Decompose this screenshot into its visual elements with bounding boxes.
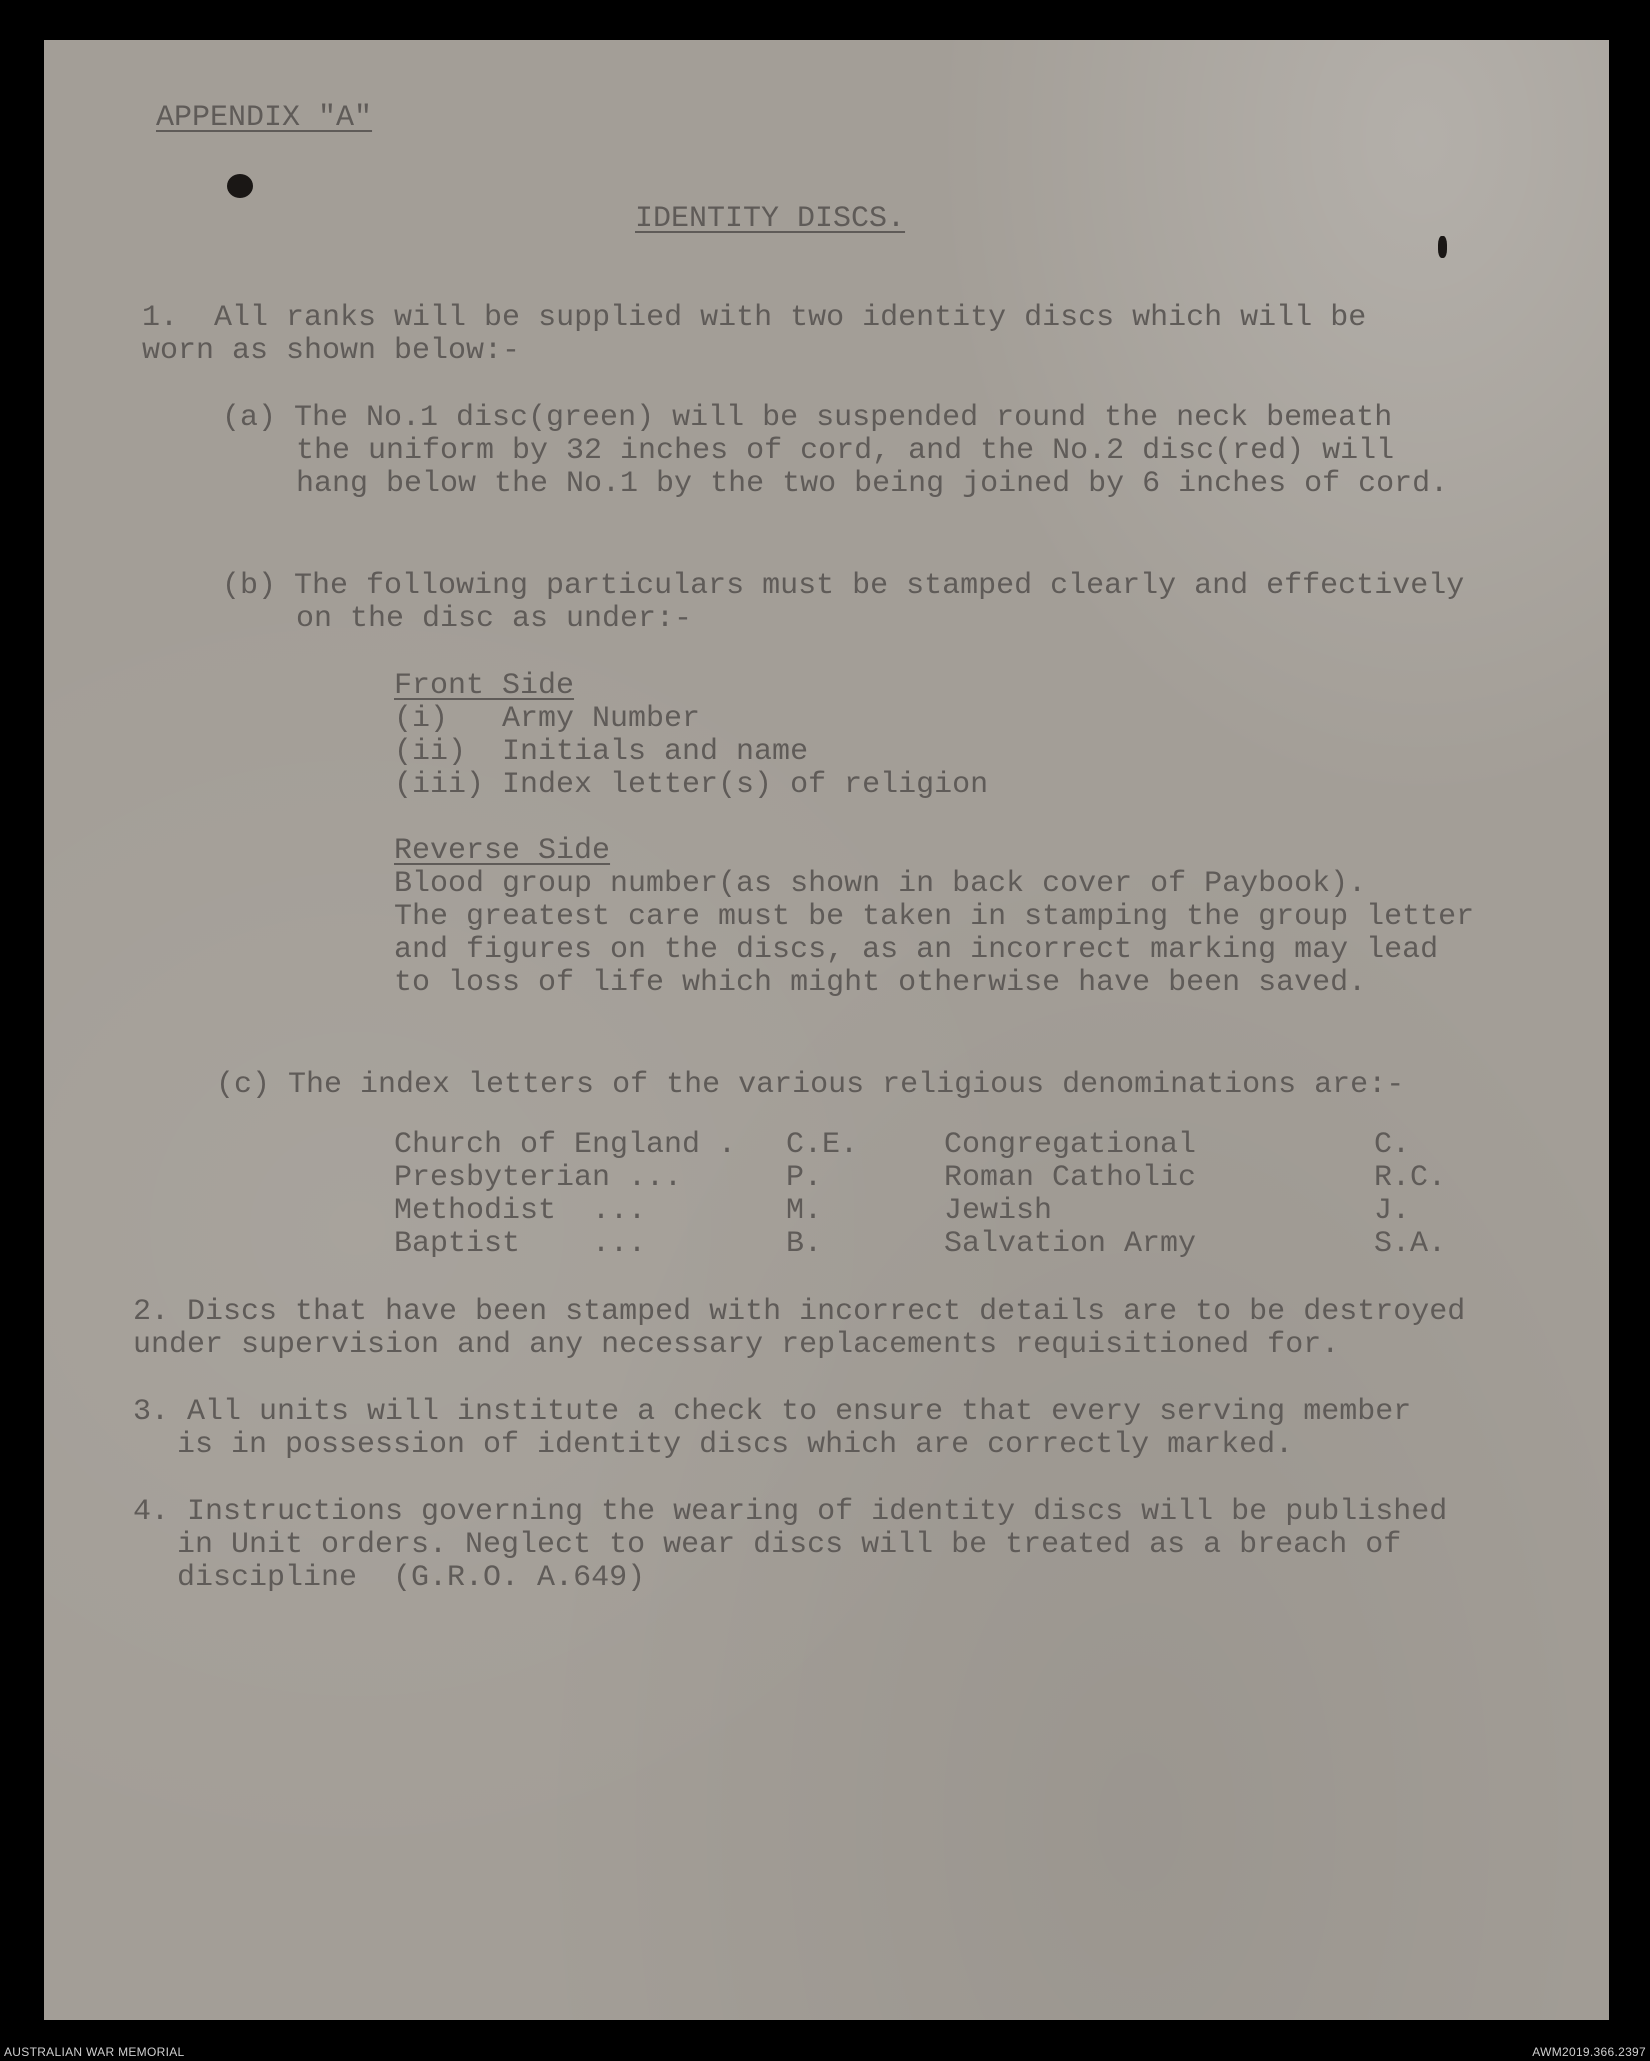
front-side-item: (i) Army Number	[394, 702, 701, 736]
denomination-abbr: C.	[1374, 1128, 1411, 1162]
reverse-side-line: The greatest care must be taken in stamping the group letter	[394, 900, 1475, 934]
denomination-abbr: R.C.	[1374, 1161, 1447, 1195]
footer-left-credit: AUSTRALIAN WAR MEMORIAL	[4, 2045, 185, 2059]
denomination-abbr: P.	[786, 1161, 823, 1195]
denomination-abbr: M.	[786, 1194, 823, 1228]
denomination-abbr: B.	[786, 1227, 823, 1261]
item-b-line: on the disc as under:-	[296, 602, 693, 636]
denomination-name: Baptist ...	[394, 1227, 647, 1261]
paragraph-3-line: is in possession of identity discs which are correctly marked.	[177, 1428, 1294, 1462]
appendix-label: APPENDIX "A"	[156, 101, 373, 135]
denomination-abbr: C.E.	[786, 1128, 859, 1162]
front-side-heading: Front Side	[394, 669, 575, 703]
denomination-name: Jewish	[944, 1194, 1053, 1228]
denomination-name: Roman Catholic	[944, 1161, 1197, 1195]
denomination-name: Salvation Army	[944, 1227, 1197, 1261]
reverse-side-line: and figures on the discs, as an incorrect marking may lead	[394, 933, 1439, 967]
page-title: IDENTITY DISCS.	[635, 202, 906, 236]
document-page	[44, 40, 1609, 2020]
paragraph-2-line: under supervision and any necessary replacements requisitioned for.	[133, 1328, 1340, 1362]
front-side-item: (iii) Index letter(s) of religion	[394, 768, 989, 802]
paragraph-4-line: 4. Instructions governing the wearing of identity discs will be published	[133, 1495, 1448, 1529]
punch-hole	[227, 174, 253, 198]
item-c-line: (c) The index letters of the various religious denominations are:-	[216, 1068, 1405, 1102]
denomination-name: Presbyterian ...	[394, 1161, 683, 1195]
item-a-line: (a) The No.1 disc(green) will be suspended round the neck bemeath	[222, 401, 1393, 435]
paragraph-2-line: 2. Discs that have been stamped with incorrect details are to be destroyed	[133, 1295, 1466, 1329]
reverse-side-heading: Reverse Side	[394, 834, 611, 868]
item-a-line: hang below the No.1 by the two being joined by 6 inches of cord.	[296, 467, 1449, 501]
reverse-side-line: Blood group number(as shown in back cover of Paybook).	[394, 867, 1367, 901]
item-b-line: (b) The following particulars must be stamped clearly and effectively	[222, 569, 1465, 603]
paragraph-3-line: 3. All units will institute a check to ensure that every serving member	[133, 1395, 1412, 1429]
item-a-line: the uniform by 32 inches of cord, and the No.2 disc(red) will	[296, 434, 1395, 468]
reverse-side-line: to loss of life which might otherwise have been saved.	[394, 966, 1367, 1000]
denomination-name: Church of England .	[394, 1128, 737, 1162]
paragraph-4-line: discipline (G.R.O. A.649)	[177, 1561, 646, 1595]
paragraph-1-line: worn as shown below:-	[142, 334, 521, 368]
front-side-item: (ii) Initials and name	[394, 735, 809, 769]
punch-hole	[1438, 236, 1447, 258]
paragraph-1-line: 1. All ranks will be supplied with two identity discs which will be	[142, 301, 1367, 335]
footer-right-id: AWM2019.366.2397	[1532, 2045, 1646, 2059]
denomination-name: Methodist ...	[394, 1194, 647, 1228]
denomination-abbr: S.A.	[1374, 1227, 1447, 1261]
denomination-name: Congregational	[944, 1128, 1197, 1162]
paragraph-4-line: in Unit orders. Neglect to wear discs will be treated as a breach of	[177, 1528, 1402, 1562]
denomination-abbr: J.	[1374, 1194, 1411, 1228]
